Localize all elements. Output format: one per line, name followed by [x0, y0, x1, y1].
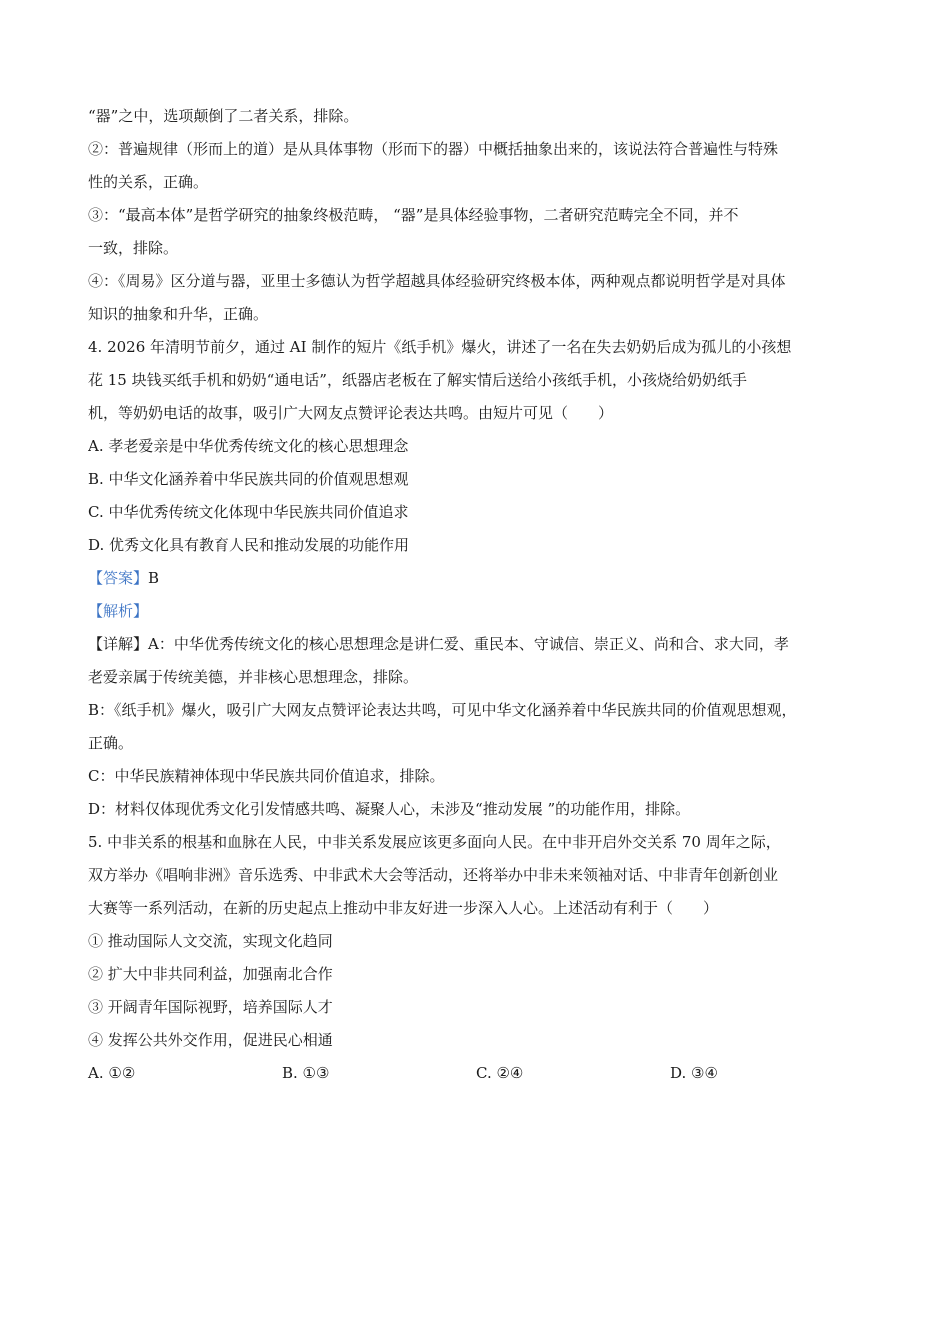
document-page — [88, 100, 864, 1090]
question-5-line: 5. 中非关系的根基和血脉在人民，中非关系发展应该更多面向人民。在中非开启外交关系 70 周年之际， — [88, 833, 781, 851]
text-line: 知识的抽象和升华，正确。 — [88, 305, 269, 323]
question-4-line: 4. 2026 年清明节前夕，通过 AI 制作的短片《纸手机》爆火，讲述了一名在失去奶奶后成为孤儿的小孩想 — [88, 338, 792, 356]
detail-text: A：中华优秀传统文化的核心思想理念是讲仁爱、重民本、守诚信、崇正义、尚和合、求大同，孝 — [148, 635, 789, 653]
detail-line — [88, 628, 864, 661]
text-line: C：中华民族精神体现中华民族共同价值追求，排除。 — [88, 767, 445, 785]
analysis-line — [88, 595, 864, 628]
text-line: 性的关系，正确。 — [88, 173, 209, 191]
question-4-line: 机，等奶奶电话的故事，吸引广大网友点赞评论表达共鸣。由短片可见（ ） — [88, 404, 614, 422]
detail-label: 【详解】 — [88, 635, 149, 653]
text-line: “器”之中，选项颠倒了二者关系，排除。 — [88, 107, 359, 125]
question-4-line: 花 15 块钱买纸手机和奶奶“通电话”，纸器店老板在了解实情后送给小孩纸手机，小孩烧给奶奶纸手 — [88, 371, 747, 389]
choice-d: D. ③④ — [670, 1064, 718, 1082]
choices-row — [88, 1057, 864, 1090]
statement-4: ④ 发挥公共外交作用，促进民心相通 — [88, 1031, 333, 1049]
option-b: B. 中华文化涵养着中华民族共同的价值观思想观 — [88, 470, 409, 488]
statement-1: ① 推动国际人文交流，实现文化趋同 — [88, 932, 333, 950]
choice-c: C. ②④ — [476, 1064, 524, 1082]
text-line: ②：普遍规律（形而上的道）是从具体事物（形而下的器）中概括抽象出来的，该说法符合普遍性与特殊 — [88, 140, 779, 158]
text-line: B：《纸手机》爆火，吸引广大网友点赞评论表达共鸣，可见中华文化涵养着中华民族共同的价值观思想观， — [88, 701, 797, 719]
text-line: D：材料仅体现优秀文化引发情感共鸣、凝聚人心，未涉及“推动发展 ”的功能作用，排除。 — [88, 800, 691, 818]
option-a: A. 孝老爱亲是中华优秀传统文化的核心思想理念 — [88, 437, 409, 455]
answer-label: 【答案】 — [88, 569, 149, 587]
text-line: ③：“最高本体”是哲学研究的抽象终极范畴， “器”是具体经验事物，二者研究范畴完全不同，并不 — [88, 206, 739, 224]
statement-2: ② 扩大中非共同利益，加强南北合作 — [88, 965, 333, 983]
text-line: ④：《周易》区分道与器，亚里士多德认为哲学超越具体经验研究终极本体，两种观点都说明哲学是对具体 — [88, 272, 786, 290]
option-c: C. 中华优秀传统文化体现中华民族共同价值追求 — [88, 503, 409, 521]
option-d: D. 优秀文化具有教育人民和推动发展的功能作用 — [88, 536, 410, 554]
text-line: 一致，排除。 — [88, 239, 179, 257]
question-5-line: 双方举办《唱响非洲》音乐选秀、中非武术大会等活动，还将举办中非未来领袖对话、中非青年创新创业 — [88, 866, 779, 884]
choice-b: B. ①③ — [282, 1064, 330, 1082]
statement-3: ③ 开阔青年国际视野，培养国际人才 — [88, 998, 333, 1016]
question-5-line: 大赛等一系列活动，在新的历史起点上推动中非友好进一步深入人心。上述活动有利于（ ） — [88, 899, 719, 917]
choice-a: A. ①② — [88, 1064, 136, 1082]
text-line: 正确。 — [88, 734, 134, 752]
analysis-label: 【解析】 — [88, 602, 149, 620]
text-line: 老爱亲属于传统美德，并非核心思想理念，排除。 — [88, 668, 419, 686]
answer-line — [88, 562, 864, 595]
answer-value: B — [148, 569, 160, 587]
